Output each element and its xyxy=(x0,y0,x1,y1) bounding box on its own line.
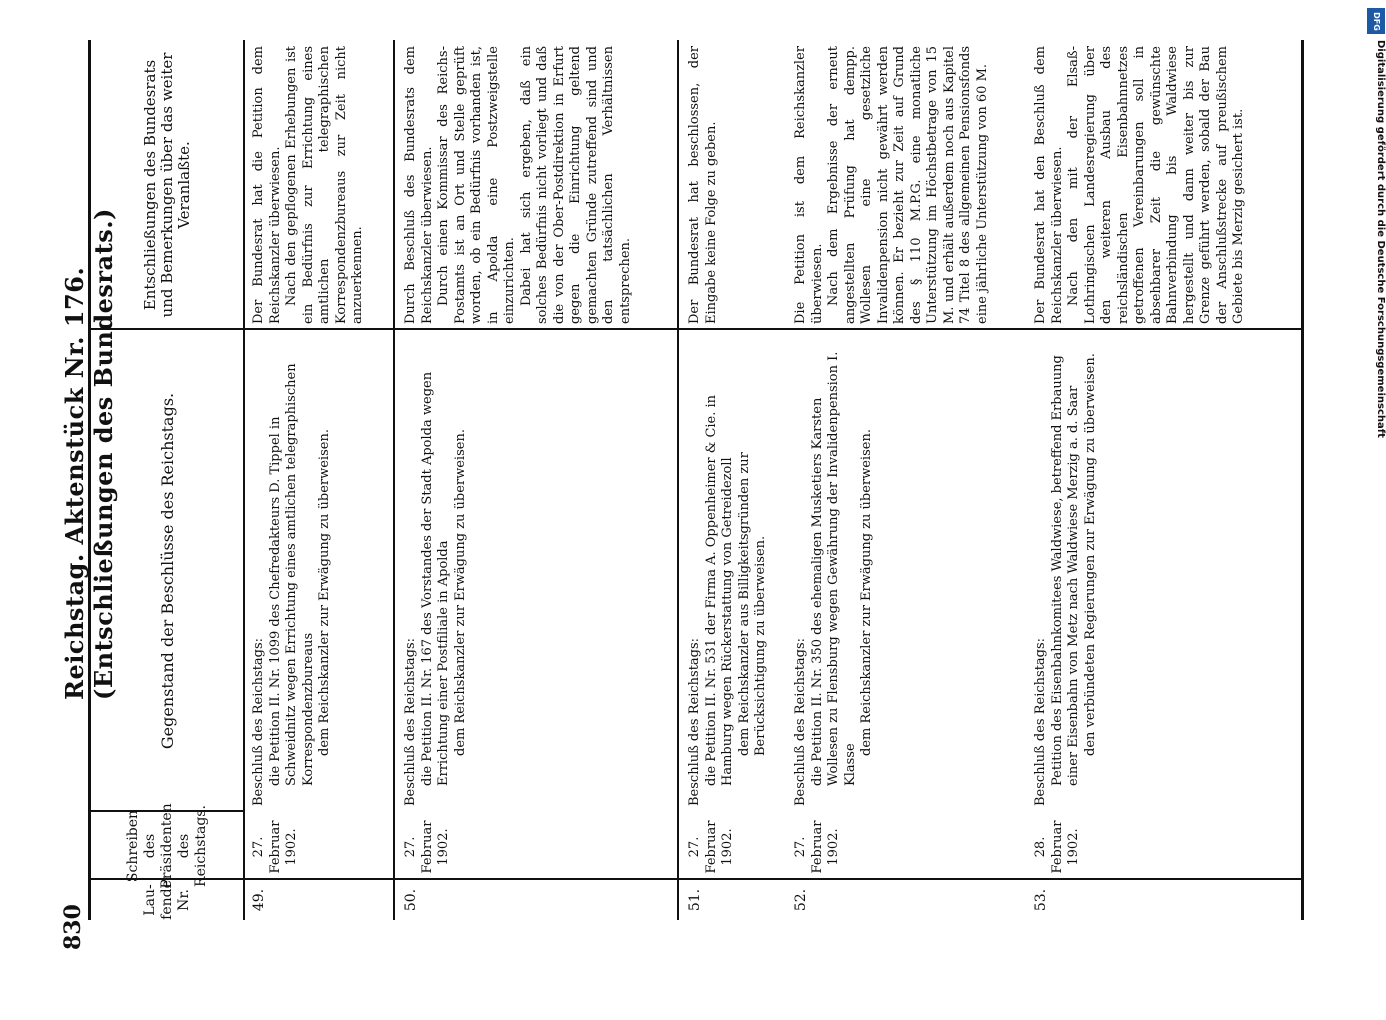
entschliessung-para: Dabei hat sich ergeben, daß ein solches Bedürfnis nicht vorliegt und daß die von der Ober-Postdirektion in Erfurt gegen die Einrichtung geltend gemachten Gründe zutreffend sind und den tatsächlichen Verhältnissen entsprechen. xyxy=(518,46,633,324)
row-date: 27. Februar 1902. xyxy=(793,820,841,874)
entschliessung-para: Nach dem Ergebnisse der erneut angestellten Prüfung hat dempp. Wollesen eine gesetzliche Invalidenpension nicht gewährt werden können. Er bezieht zur Zeit auf Grund des § 110 M.P.G. eine monatliche Unterstützung im Höchstbetrage von 15 M. und erhält außerdem noch aus Kapitel 74 Titel 8 des allgemeinen Pensionsfonds eine jährliche Unterstützung von 60 M. xyxy=(826,46,990,324)
beschluss-end: dem Reichskanzler zur Erwägung zu überweisen. xyxy=(859,429,874,756)
column-rule xyxy=(91,810,243,812)
header-entschliessung: Entschließungen des Bundesrats und Bemerkungen über das weiter Veranlaßte. xyxy=(140,52,193,318)
entschliessung-para: Nach den gepflogenen Erhebungen ist ein Bedürfnis zur Errichtung eines amtlichen telegraphischen Korrespondenzbureaus zur Zeit nicht anzuerkennen. xyxy=(284,46,365,324)
row-number: 51. xyxy=(687,888,703,912)
row-entschliessung xyxy=(1033,40,1248,330)
beschluss-body: die Petition II. Nr. 350 des ehemaligen Musketiers Karsten Wollesen zu Flensburg wegen Gewährung der Invalidenpension I. Klasse xyxy=(809,351,858,786)
beschluss-end: dem Reichskanzler aus Billigkeitsgründen zur Berücksichtigung zu überweisen. xyxy=(736,452,768,756)
beschluss-body: die Petition II. Nr. 1099 des Chefredakteurs D. Tippel in Schweidnitz wegen Errichtung eines amtlichen telegraphischen Korrespondenzbureaus xyxy=(267,363,316,786)
page-number: 830 xyxy=(60,904,86,950)
entschliessung-para: Die Petition ist dem Reichskanzler überwiesen. xyxy=(793,46,825,324)
table-row xyxy=(251,40,391,920)
row-entschliessung xyxy=(251,40,367,330)
beschluss-intro: Beschluß des Reichstags: xyxy=(403,637,418,806)
beschluss-intro: Beschluß des Reichstags: xyxy=(1033,637,1048,806)
row-beschluss xyxy=(403,332,469,812)
header-nr: Lau- fende Nr. xyxy=(141,880,192,920)
entschliessung-para: Der Bundesrat hat den Beschluß dem Reichskanzler überwiesen. xyxy=(1033,46,1065,324)
running-head: Reichstag. Aktenstück Nr. 176. (Entschließungen des Bundesrats.) xyxy=(60,208,118,700)
dfg-logo: DFG xyxy=(1367,8,1385,34)
beschluss-intro: Beschluß des Reichstags: xyxy=(687,637,702,806)
row-beschluss xyxy=(687,332,770,812)
row-entschliessung xyxy=(403,40,634,330)
table-header xyxy=(91,40,245,920)
header-beschluss: Gegenstand der Beschlüsse des Reichstags. xyxy=(157,392,177,750)
digitization-note-text: Digitalisierung gefördert durch die Deutsche Forschungsgemeinschaft xyxy=(1375,40,1386,438)
beschluss-intro: Beschluß des Reichstags: xyxy=(793,637,808,806)
row-date: 27. Februar 1902. xyxy=(687,820,735,874)
row-date: 28. Februar 1902. xyxy=(1033,820,1081,874)
beschluss-end: dem Reichskanzler zur Erwägung zu überweisen. xyxy=(452,429,468,756)
row-date: 27. Februar 1902. xyxy=(403,820,451,874)
beschluss-intro: Beschluß des Reichstags: xyxy=(251,637,266,806)
row-number: 52. xyxy=(793,888,809,912)
row-beschluss xyxy=(793,332,876,812)
beschluss-body: die Petition II. Nr. 531 der Firma A. Oppenheimer & Cie. in Hamburg wegen Rückerstattung von Getreidezoll xyxy=(703,394,735,786)
entschliessung-para: Durch Beschluß des Bundesrats dem Reichskanzler überwiesen. xyxy=(403,46,435,324)
row-beschluss xyxy=(1033,332,1099,812)
beschluss-body: die Petition II. Nr. 167 des Vorstandes der Stadt Apolda wegen Errichtung einer Postfiliale in Apolda xyxy=(419,371,451,786)
row-date: 27. Februar 1902. xyxy=(251,820,299,874)
digitization-note xyxy=(1366,40,1386,1020)
row-number: 53. xyxy=(1033,888,1049,912)
beschluss-end: dem Reichskanzler zur Erwägung zu überweisen. xyxy=(317,429,332,756)
header-date: Schreiben des Präsidenten des Reichstags. xyxy=(124,803,209,889)
table-row xyxy=(785,40,1025,920)
table-row xyxy=(393,40,679,920)
row-number: 50. xyxy=(403,888,419,912)
entschliessung-para: Durch einen Kommissar des Reichs-Postamts ist an Ort und Stelle geprüft worden, ob ein Bedürfnis vorhanden ist, in Apolda eine Postzweigstelle einzurichten. xyxy=(436,46,517,324)
row-entschliessung xyxy=(793,40,991,330)
entschliessung-para: Der Bundesrat hat die Petition dem Reichskanzler überwiesen. xyxy=(251,46,283,324)
row-beschluss xyxy=(251,332,334,812)
row-entschliessung xyxy=(687,40,720,330)
entschliessung-para: Nach den mit der Elsaß-Lothringischen Landesregierung über den weiteren Ausbau des reichsländischen Eisenbahnnetzes getroffenen Vereinbarungen soll in absehbarer Zeit die gewünschte Bahnverbindung bis Waldwiese hergestellt und dann weiter bis zur Grenze geführt werden, sobald der Bau der Anschlußstrecke auf preußischem Gebiete bis Merzig gesichert ist. xyxy=(1066,46,1246,324)
table-row xyxy=(1033,40,1293,920)
table-row xyxy=(677,40,787,920)
resolutions-table xyxy=(88,40,1304,920)
rotated-document xyxy=(60,40,1300,960)
beschluss-end: den verbündeten Regierungen zur Erwägung zu überweisen. xyxy=(1082,353,1098,756)
entschliessung-para: Der Bundesrat hat beschlossen, der Eingabe keine Folge zu geben. xyxy=(687,46,719,324)
beschluss-body: Petition des Eisenbahnkomitees Waldwiese, betreffend Erbauung einer Eisenbahn von Metz nach Waldwiese Merzig a. d. Saar xyxy=(1049,355,1081,786)
row-number: 49. xyxy=(251,888,267,912)
